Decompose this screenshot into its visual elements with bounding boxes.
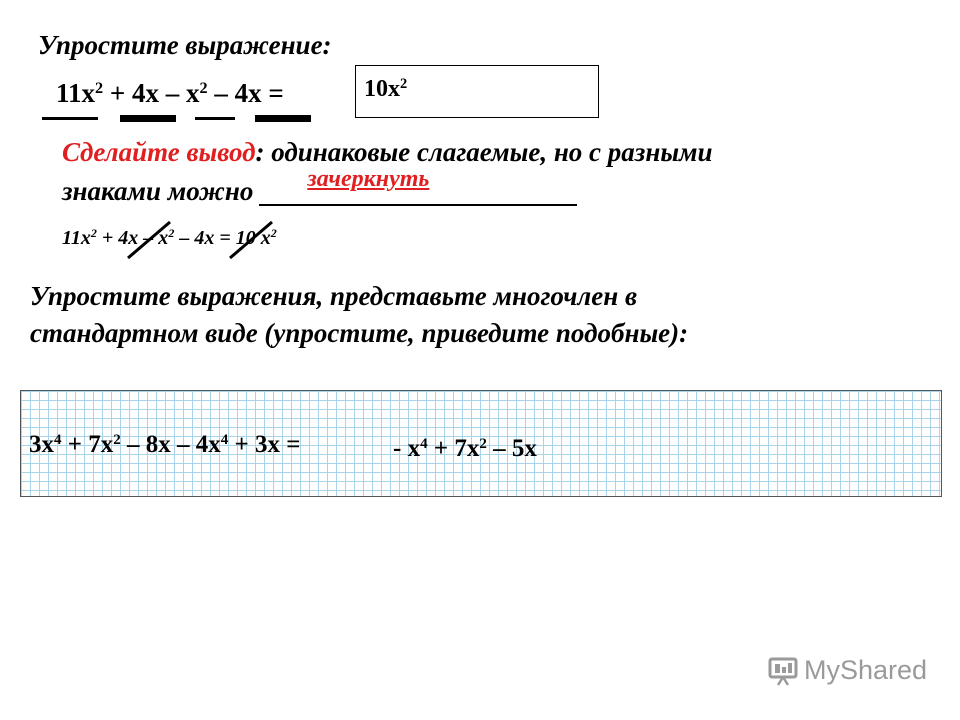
blank-answer-word: зачеркнуть (307, 166, 430, 192)
projector-screen-icon (768, 656, 798, 686)
conclusion-label: Сделайте вывод (62, 137, 256, 167)
strike-line (230, 222, 272, 258)
grid-answer-area (20, 390, 942, 497)
task2-instruction-line1: Упростите выражения, представьте многочлен в (30, 281, 638, 311)
task1-title: Упростите выражение: (38, 30, 332, 60)
term-11x2: $11x^2$ (56, 78, 104, 108)
task2-answer: - $x^4 + 7x^2 - 5x$ (393, 435, 537, 462)
struck-example-expression: $11x^2 + 4x - x^2 - 4x = 10$ $x^2$ (62, 226, 277, 249)
task2-expression: $3x^4 + 7x^2 - 8x - 4x^4 + 3x$ = (29, 431, 301, 458)
watermark (768, 655, 927, 686)
watermark-text: MyShared (804, 655, 928, 685)
term-4x: + 4x – (109, 78, 180, 108)
task2-instruction-line2: стандартном виде (упростите, приведите подобные): (30, 318, 689, 348)
task1-answer: $10x^2$ (364, 76, 408, 102)
conclusion-line1: Сделайте вывод: одинаковые слагаемые, но с разными (62, 137, 713, 167)
term-x2: $x^2$ (186, 78, 208, 108)
conclusion-line2: знаками можно зачеркнуть (62, 176, 577, 207)
term-minus-4x: – 4x = (214, 78, 284, 108)
strike-line (128, 222, 170, 258)
